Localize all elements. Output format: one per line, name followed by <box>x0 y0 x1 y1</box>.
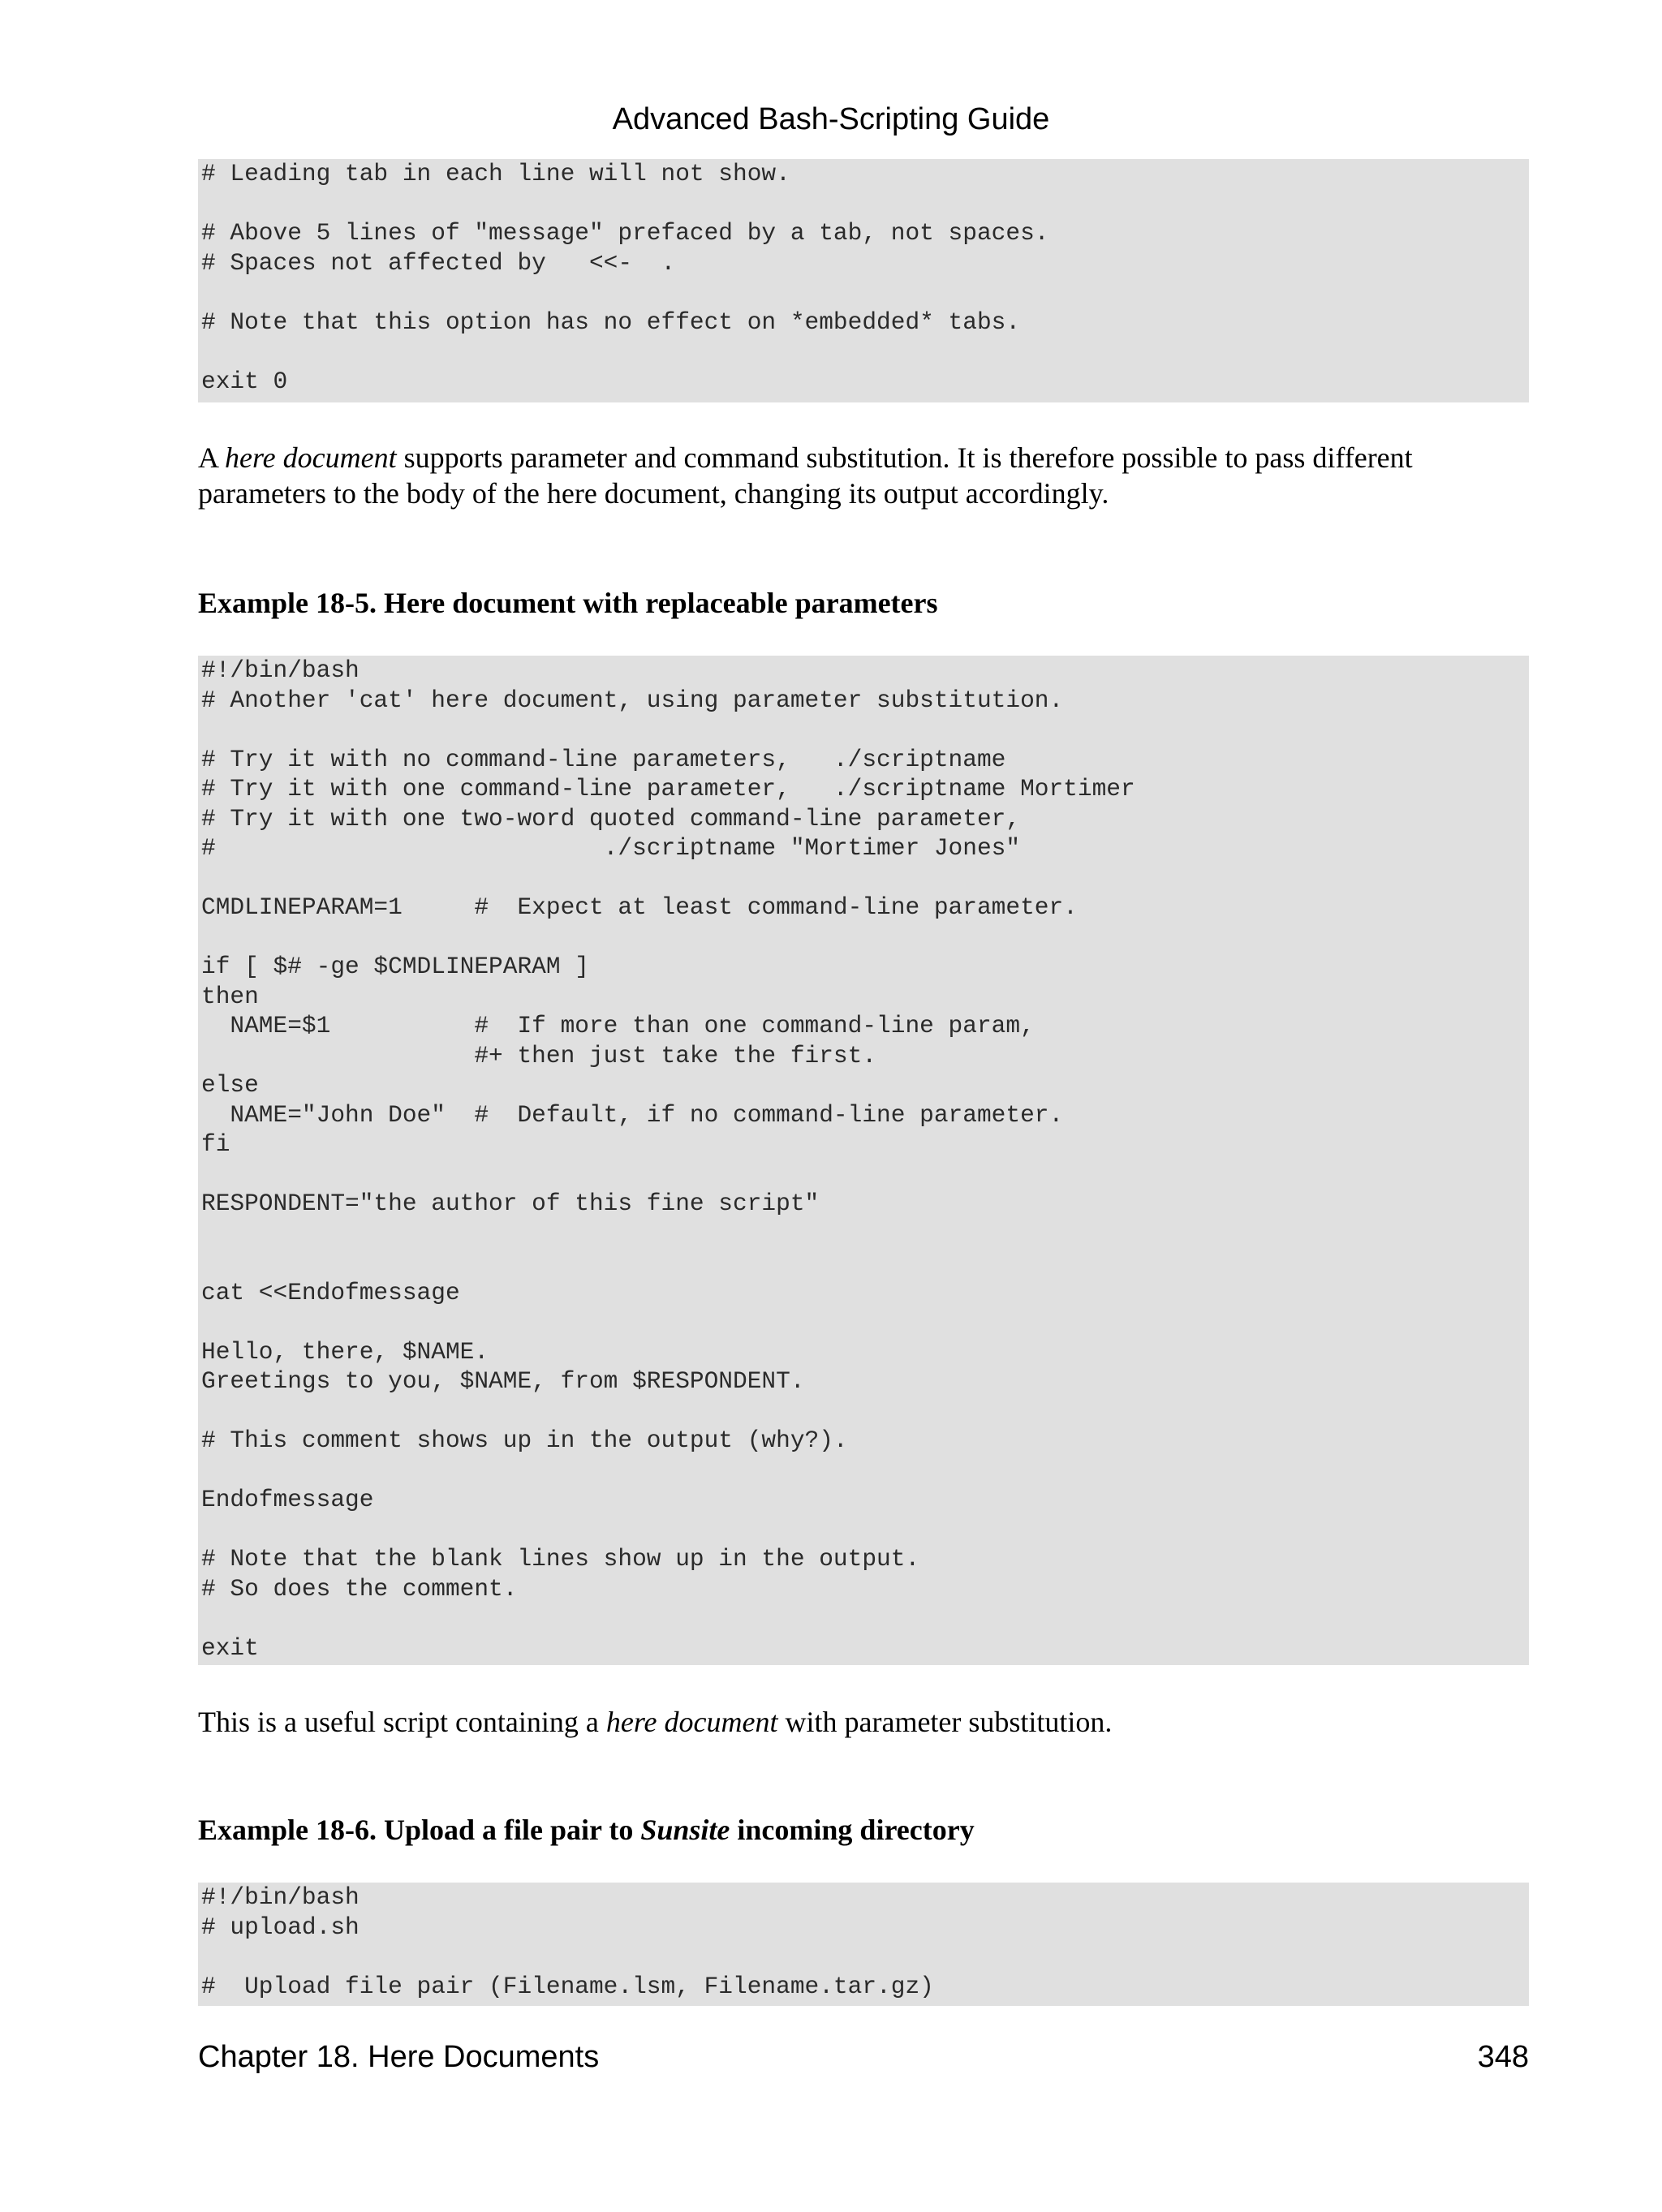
emphasis-here-document: here document <box>225 441 397 474</box>
paragraph-text: with parameter substitution. <box>777 1706 1113 1738</box>
example-title-text: Example 18-6. Upload a file pair to <box>198 1814 641 1846</box>
paragraph-text: A <box>198 441 226 474</box>
example-title-text: incoming directory <box>730 1814 975 1846</box>
code-block-example-18-5: #!/bin/bash # Another 'cat' here document, using parameter substitution. # Try it with no command-line parameters, ./scriptname # Try it with one command-line parameter, ./scriptname Mortimer # Try it with one two-word quoted command-line parameter, # ./scriptname "Mortimer Jones" CMDLINEPARAM=1 # Expect at least command-line parameter. if [ $# -ge $CMDLINEPARAM ] then NAME=$1 # If more than one command-line param, #+ then just take the first. else NAME="John Doe" # Default, if no command-line parameter. fi RESPONDENT="the author of this fine script" cat <<Endofmessage Hello, there, $NAME. Greetings to you, $NAME, from $RESPONDENT. # This comment shows up in the output (why?). Endofmessage # Note that the blank lines show up in the output. # So does the comment. exit <box>198 656 1529 1665</box>
footer-page-number: 348 <box>1477 2040 1529 2074</box>
emphasis-here-document: here document <box>605 1706 778 1738</box>
body-paragraph-parameter-substitution <box>198 440 1529 511</box>
code-block-heredoc-tab-example: # Leading tab in each line will not show. # Above 5 lines of "message" prefaced by a tab, not spaces. # Spaces not affected by <<- . # Note that this option has no effect on *embedded* tabs. exit 0 <box>198 159 1529 402</box>
example-18-6-title <box>198 1812 975 1848</box>
code-block-example-18-6: #!/bin/bash # upload.sh # Upload file pair (Filename.lsm, Filename.tar.gz) <box>198 1883 1529 2006</box>
example-title-emphasis: Sunsite <box>640 1814 730 1846</box>
paragraph-text: supports parameter and command substitution. It is therefore possible to pass different parameters to the body of the here document, changing its output accordingly. <box>198 441 1413 510</box>
paragraph-text: This is a useful script containing a <box>198 1706 606 1738</box>
example-18-5-title: Example 18-5. Here document with replaceable parameters <box>198 587 938 619</box>
body-paragraph-useful-script <box>198 1704 1529 1740</box>
page-header: Advanced Bash-Scripting Guide <box>612 102 1050 136</box>
footer-chapter-title: Chapter 18. Here Documents <box>198 2040 600 2074</box>
